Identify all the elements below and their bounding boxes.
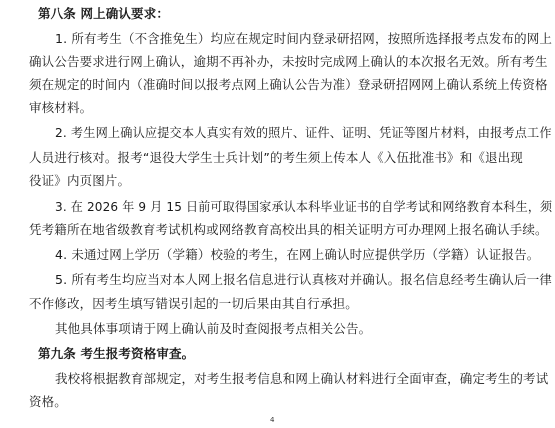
article-8-item-5-line-2: 不作修改，因考生填写错误引起的一切后果由其自行承担。 bbox=[29, 296, 358, 311]
article-8-item-1-line-3: 须在规定的时间内（准确时间以报考点网上确认公告为准）登录研招网网上确认系统上传资格 bbox=[29, 77, 548, 92]
article-8-item-1-line-4: 审核材料。 bbox=[29, 100, 93, 115]
article-8-item-2-line-1: 2. 考生网上确认应提交本人真实有效的照片、证件、证明、凭证等图片材料，由报考点工作 bbox=[55, 125, 552, 140]
article-9-body-line-1: 我校将根据教育部规定，对考生报考信息和网上确认材料进行全面审查，确定考生的考试 bbox=[55, 371, 549, 386]
article-8-item-2-line-2: 人员进行核对。报考“退役大学生士兵计划”的考生须上传本人《入伍批准书》和《退出现 bbox=[29, 150, 523, 165]
article-8-item-3-line-2: 凭考籍所在地省级教育考试机构或网络教育高校出具的相关证明方可办理网上报名确认手续。 bbox=[29, 222, 548, 237]
page-number: 4 bbox=[270, 416, 275, 424]
article-8-item-4: 4. 未通过网上学历（学籍）校验的考生，在网上确认时应提供学历（学籍）认证报告。 bbox=[55, 247, 540, 262]
article-8-item-3-line-1: 3. 在 2026 年 9 月 15 日前可取得国家承认本科毕业证书的自学考试和网络教育本科生，须 bbox=[55, 199, 553, 214]
article-8-closing: 其他具体事项请于网上确认前及时查阅报考点相关公告。 bbox=[55, 321, 372, 336]
article-8-item-5-line-1: 5. 所有考生均应当对本人网上报名信息进行认真核对并确认。报名信息经考生确认后一律 bbox=[55, 272, 553, 287]
article-9-body-line-2: 资格。 bbox=[29, 394, 67, 409]
article-8-item-1-line-2: 确认公告要求进行网上确认，逾期不再补办，未按时完成网上确认的本次报名无效。所有考生 bbox=[29, 54, 548, 69]
article-9-heading: 第九条 考生报考资格审查。 bbox=[38, 346, 195, 361]
article-8-item-1-line-1: 1. 所有考生（不含推免生）均应在规定时间内登录研招网，按照所选择报考点发布的网上 bbox=[55, 31, 553, 46]
article-8-item-2-line-3: 役证》内页图片。 bbox=[29, 173, 131, 188]
article-8-heading: 第八条 网上确认要求： bbox=[38, 6, 170, 21]
